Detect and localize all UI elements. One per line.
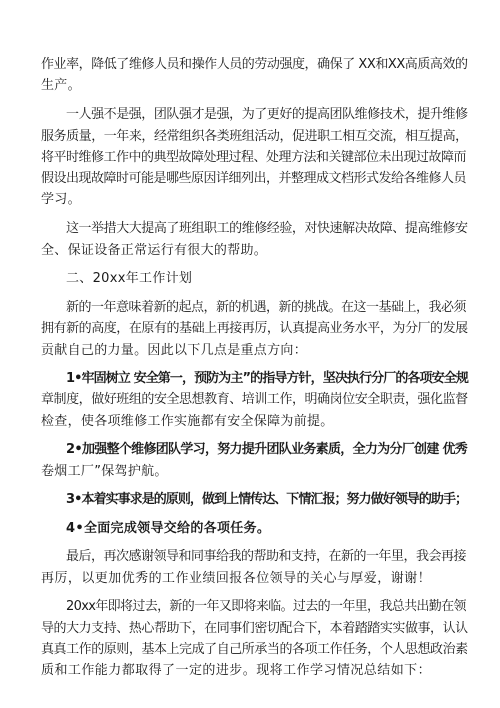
list-item: 4•全面完成领导交给的各项任务。 bbox=[66, 521, 271, 536]
text-line: 作业率，降低了维修人员和操作人员的劳动强度，确保了 XX和XX高质高效的 bbox=[41, 57, 468, 72]
list-item: 1•牢固树立 安全第一，预防为主”的指导方针，坚决执行分厂的各项安全规 bbox=[66, 371, 468, 386]
text-line: 贡献自己的力量。因此以下几点是重点方向： bbox=[41, 343, 308, 358]
list-item: 2•加强整个维修团队学习，努力提升团队业务素质，全力为分厂创建 优秀 bbox=[66, 442, 468, 457]
text-line: 生产。 bbox=[41, 78, 81, 93]
text-line: 20xx年即将过去，新的一年又即将来临。过去的一年里，我总共出勤在领 bbox=[66, 599, 466, 614]
text-line: 学习。 bbox=[41, 192, 81, 207]
text-line: 将平时维修工作中的典型故障处理过程、处理方法和关键部位未出现过故障而 bbox=[41, 150, 467, 165]
section-heading: 二、20xx年工作计划 bbox=[66, 271, 193, 286]
text-line: 新的一年意味着新的起点，新的机遇，新的挑战。在这一基础上，我必须 bbox=[66, 300, 467, 315]
text-line: 全、保证设备正常运行有很大的帮助。 bbox=[41, 243, 268, 258]
text-line: 卷烟工厂”保驾护航。 bbox=[41, 464, 168, 479]
text-line: 服务质量，一年来，经常组织各类班组活动，促进职工相互交流，相互提高， bbox=[41, 129, 468, 144]
text-line: 假设出现故障时可能是哪些原因详细列出，并整理成文档形式发给各维修人员 bbox=[41, 171, 467, 186]
text-line: 一人强不是强，团队强才是强，为了更好的提高团队维修技术，提升维修 bbox=[66, 107, 468, 122]
text-line: 导的大力支持、热心帮助下，在同事们密切配合下，本着踏踏实实做事，认认 bbox=[41, 621, 468, 636]
text-line: 这一举措大大提高了班组职工的维修经验，对快速解决故障、提高维修安 bbox=[66, 221, 468, 236]
text-line: 最后，再次感谢领导和同事给我的帮助和支持，在新的一年里，我会再接 bbox=[66, 549, 467, 564]
text-line: 拥有新的高度，在原有的基础上再接再厉，认真提高业务水平，为分厂的发展 bbox=[41, 321, 468, 336]
text-line: 质和工作能力都取得了一定的进步。现将工作学习情况总结如下： bbox=[41, 663, 432, 678]
text-line: 检查，使各项维修工作实施都有安全保障为前提。 bbox=[41, 414, 334, 429]
list-item: 3•本着实事求是的原则，做到上情传达、下情汇报；努力做好领导的助手； bbox=[66, 492, 468, 507]
text-line: 再厉，以更加优秀的工作业绩回报各位领导的关心与厚爱，谢谢！ bbox=[41, 571, 432, 586]
text-line: 章制度，做好班组的安全思想教育、培训工作，明确岗位安全职责，强化监督 bbox=[41, 392, 468, 407]
text-line: 真真工作的原则，基本上完成了自己所承当的各项工作任务，个人思想政治素 bbox=[41, 642, 468, 657]
